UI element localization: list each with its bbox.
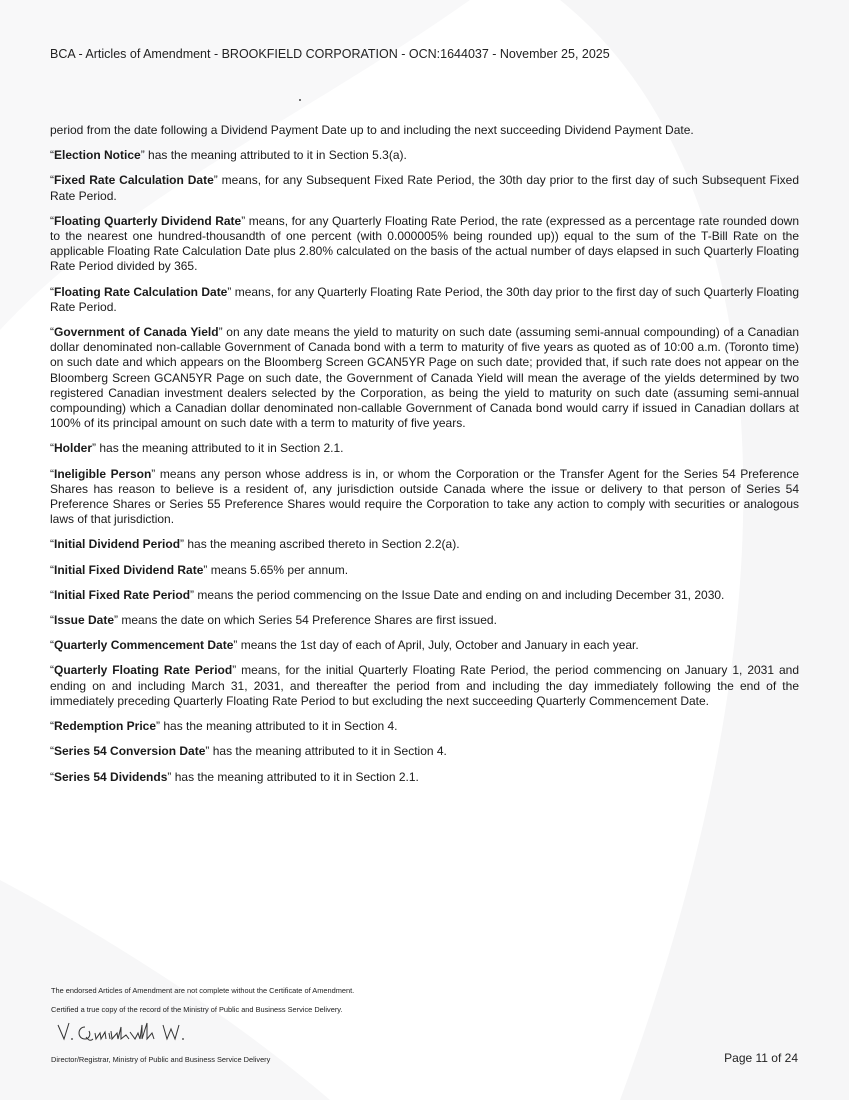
definition-term: Issue Date (54, 613, 115, 628)
definition-term: Government of Canada Yield (54, 325, 219, 340)
definition-paragraph: “Initial Fixed Dividend Rate” means 5.65% per annum. (50, 562, 349, 577)
definition-term: Series 54 Conversion Date (54, 744, 206, 759)
definition-term: Floating Quarterly Dividend Rate (54, 213, 242, 228)
definition-term: Quarterly Commencement Date (54, 638, 234, 653)
definition-term: Election Notice (54, 148, 141, 163)
definition-paragraph: “Redemption Price” has the meaning attributed to it in Section 4. (50, 719, 398, 734)
definition-paragraph: “Series 54 Conversion Date” has the meaning attributed to it in Section 4. (50, 744, 447, 759)
definition-text: means, for any Subsequent Fixed Rate Period, the 30th day prior to the first day of such Subsequent Fixed Rate Period. (50, 173, 799, 203)
definition-paragraph: “Quarterly Floating Rate Period” means, for the initial Quarterly Floating Rate Period, the period commencing on January 1, 2031 and ending on and including March 31, 2031, and thereafter the period from and including the day immediately following the end of the immediately preceding Quarterly Floating Rate Period to but excluding the next succeeding Quarterly Commencement Date. (50, 663, 799, 708)
definition-text: has the meaning attributed to it in Section 2.1. (171, 769, 419, 784)
definition-term: Redemption Price (54, 719, 157, 734)
definition-text: has the meaning ascribed thereto in Section 2.2(a). (184, 537, 460, 552)
stray-dot (299, 99, 301, 101)
definition-term: Initial Dividend Period (54, 537, 181, 552)
document-body (50, 123, 799, 795)
definition-text: has the meaning attributed to it in Section 4. (160, 719, 398, 734)
definition-text: has the meaning attributed to it in Section 4. (209, 744, 447, 759)
intro-paragraph: period from the date following a Dividend Payment Date up to and including the next succeeding Dividend Payment Date. (50, 123, 694, 137)
definition-paragraph: “Quarterly Commencement Date” means the 1st day of each of April, July, October and January in each year. (50, 638, 639, 653)
page-number: Page 11 of 24 (724, 1051, 798, 1065)
footer-note-endorsed: The endorsed Articles of Amendment are not complete without the Certificate of Amendment. (51, 986, 355, 995)
definition-paragraph: “Election Notice” has the meaning attributed to it in Section 5.3(a). (50, 148, 407, 163)
definition-text: means, for the initial Quarterly Floating Rate Period, the period commencing on January 1, 2031 and ending on and including March 31, 2031, and thereafter the period from and including the day immediately following the end of the immediately preceding Quarterly Floating Rate Period to but excluding the next succeeding Quarterly Commencement Date. (50, 663, 799, 708)
definition-term: Holder (54, 441, 93, 456)
definition-term: Initial Fixed Rate Period (54, 587, 191, 602)
definition-paragraph: “Floating Rate Calculation Date” means, for any Quarterly Floating Rate Period, the 30th day prior to the first day of such Quarterly Floating Rate Period. (50, 284, 800, 314)
signer-title: Director/Registrar, Ministry of Public and Business Service Delivery (51, 1055, 271, 1064)
definition-paragraph: “Initial Dividend Period” has the meaning ascribed thereto in Section 2.2(a). (50, 537, 460, 552)
definition-term: Initial Fixed Dividend Rate (54, 562, 204, 577)
definition-text: means, for any Quarterly Floating Rate Period, the 30th day prior to the first day of such Quarterly Floating Rate Period. (50, 284, 800, 314)
definition-term: Series 54 Dividends (54, 769, 168, 784)
definition-text: has the meaning attributed to it in Section 5.3(a). (144, 148, 407, 163)
definition-paragraph: “Holder” has the meaning attributed to it in Section 2.1. (50, 441, 344, 456)
definition-term: Floating Rate Calculation Date (54, 284, 228, 299)
definition-paragraph: “Fixed Rate Calculation Date” means, for any Subsequent Fixed Rate Period, the 30th day prior to the first day of such Subsequent Fixed Rate Period. (50, 173, 799, 203)
definition-text: on any date means the yield to maturity on such date (assuming semi-annual compounding) of a Canadian dollar denominated non-callable Government of Canada bond with a term to maturity of five years as quoted as of 10:00 a.m. (Toronto time) on such date and which appears on the Bloomberg Screen GCAN5YR Page on such date; provided that, if such rate does not appear on the Bloomberg Screen GCAN5YR Page on such date, the Government of Canada Yield will mean the average of the yields determined by two registered Canadian investment dealers selected by the Corporation, as being the yield to maturity on such date (assuming semi-annual compounding) which a Canadian dollar denominated non-callable Government of Canada bond would carry if issued in Canadian dollars at 100% of its principal amount on such date with a term to maturity of five years. (50, 325, 800, 431)
definition-text: means the date on which Series 54 Preference Shares are first issued. (118, 613, 497, 628)
definition-term: Fixed Rate Calculation Date (54, 173, 214, 188)
definition-paragraph: “Series 54 Dividends” has the meaning attributed to it in Section 2.1. (50, 769, 419, 784)
signature (55, 1019, 205, 1050)
definition-term: Ineligible Person (54, 466, 152, 481)
signature-image (55, 1019, 205, 1045)
definition-text: means the 1st day of each of April, July, October and January in each year. (237, 638, 639, 653)
definition-paragraph: “Floating Quarterly Dividend Rate” means, for any Quarterly Floating Rate Period, the rate (expressed as a percentage rate rounded down to the nearest one hundred-thousandth of one percent (with 0.000005% being rounded up)) equal to the sum of the T-Bill Rate on the applicable Floating Rate Calculation Date plus 2.80% calculated on the basis of the actual number of days elapsed in such Quarterly Floating Rate Period divided by 365. (50, 213, 799, 274)
document-header: BCA - Articles of Amendment - BROOKFIELD CORPORATION - OCN:1644037 - November 25, 2025 (50, 47, 610, 61)
footer-note-certified: Certified a true copy of the record of the Ministry of Public and Business Service Delivery. (51, 1005, 343, 1014)
definitions-list (50, 148, 799, 785)
definition-paragraph: “Ineligible Person” means any person whose address is in, or whom the Corporation or the Transfer Agent for the Series 54 Preference Shares has reason to believe is a resident of, any jurisdiction outside Canada where the issue or delivery to that person of Series 54 Preference Shares or Series 55 Preference Shares would require the Corporation to take any action to comply with securities or analogous laws of that jurisdiction. (50, 466, 799, 527)
definition-paragraph: “Issue Date” means the date on which Series 54 Preference Shares are first issued. (50, 613, 497, 628)
definition-text: means 5.65% per annum. (207, 562, 349, 577)
definition-paragraph: “Initial Fixed Rate Period” means the period commencing on the Issue Date and ending on and including December 31, 2030. (50, 587, 725, 602)
definition-text: means the period commencing on the Issue Date and ending on and including December 31, 2030. (194, 587, 725, 602)
definition-text: has the meaning attributed to it in Section 2.1. (96, 441, 344, 456)
definition-paragraph: “Government of Canada Yield” on any date means the yield to maturity on such date (assuming semi-annual compounding) of a Canadian dollar denominated non-callable Government of Canada bond with a term to maturity of five years as quoted as of 10:00 a.m. (Toronto time) on such date and which appears on the Bloomberg Screen GCAN5YR Page on such date; provided that, if such rate does not appear on the Bloomberg Screen GCAN5YR Page on such date, the Government of Canada Yield will mean the average of the yields determined by two registered Canadian investment dealers selected by the Corporation, as being the yield to maturity on such date (assuming semi-annual compounding) which a Canadian dollar denominated non-callable Government of Canada bond would carry if issued in Canadian dollars at 100% of its principal amount on such date with a term to maturity of five years. (50, 325, 800, 431)
definition-text: means any person whose address is in, or whom the Corporation or the Transfer Agent for the Series 54 Preference Shares has reason to believe is a resident of, any jurisdiction outside Canada where the issue or delivery to that person of Series 54 Preference Shares or Series 55 Preference Shares would require the Corporation to take any action to comply with securities or analogous laws of that jurisdiction. (50, 466, 799, 527)
definition-term: Quarterly Floating Rate Period (54, 663, 233, 678)
definition-text: means, for any Quarterly Floating Rate Period, the rate (expressed as a percentage rate rounded down to the nearest one hundred-thousandth of one percent (with 0.000005% being rounded up)) equal to the sum of the T-Bill Rate on the applicable Floating Rate Calculation Date plus 2.80% calculated on the basis of the actual number of days elapsed in such Quarterly Floating Rate Period divided by 365. (50, 213, 799, 274)
